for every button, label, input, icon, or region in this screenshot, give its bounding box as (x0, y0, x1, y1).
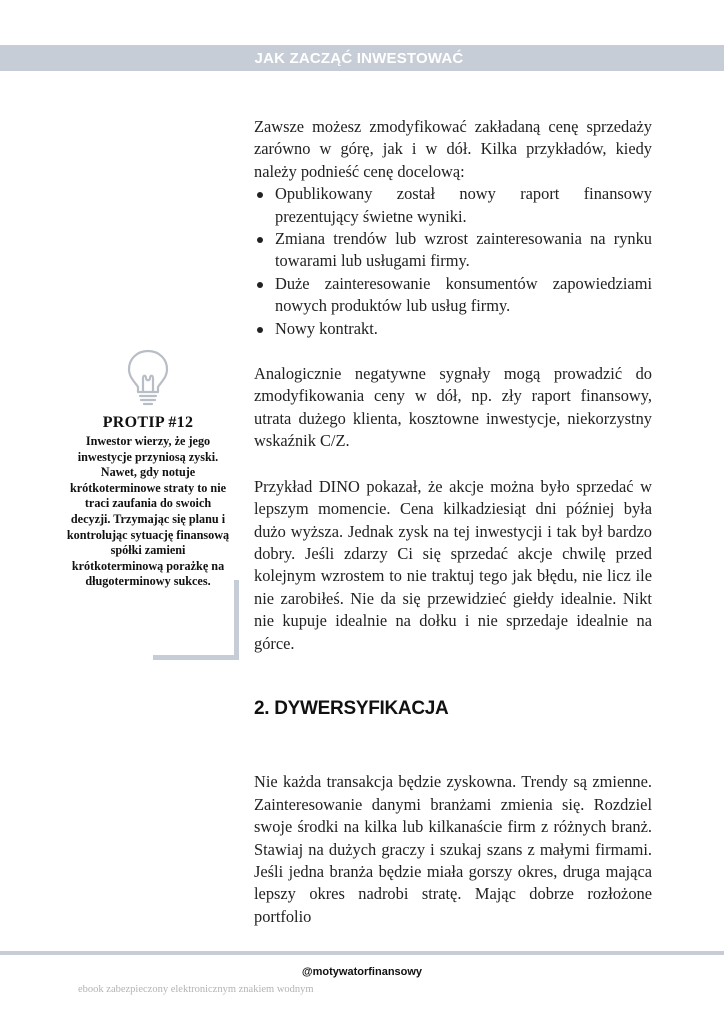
lightbulb-icon (125, 348, 171, 408)
diversification-paragraph: Nie każda transakcja będzie zyskowna. Trendy są zmienne. Zainteresowanie danymi branżami zmienia się. Rozdziel swoje środki na kilka lub kilkanaście firm z różnych branż. Stawiaj na dużych graczy i szukaj szans z małymi firmami. Jeśli jedna branża będzie miała gorszy okres, druga mająca lepszy okres nadrobi stratę. Mając dobrze rozłożone portfolio (254, 772, 652, 926)
footer-watermark: ebook zabezpieczony elektronicznym znakiem wodnym (78, 984, 314, 995)
header-bar (0, 45, 724, 71)
protip-frame-vertical (234, 580, 239, 660)
page-header-title: JAK ZACZĄĆ INWESTOWAĆ (254, 49, 464, 67)
protip-text: Inwestor wierzy, że jego inwestycje przyniosą zyski. Nawet, gdy notuje krótkoterminowe straty to nie traci zaufania do swoich decyzji. Trzymając się planu i kontrolując sytuację finansową spółki zamieni krótkoterminową porażkę na długoterminowy sukces. (66, 434, 230, 589)
section-heading: 2. DYWERSYFIKACJA (254, 697, 449, 719)
intro-paragraph: Zawsze możesz zmodyfikować zakładaną cenę sprzedaży zarówno w górę, jak i w dół. Kilka przykładów, kiedy należy podnieść cenę docelową: (254, 117, 652, 181)
list-item: Nowy kontrakt. (254, 318, 652, 340)
list-item: Opublikowany został nowy raport finansowy prezentujący świetne wyniki. (254, 183, 652, 228)
footer-divider (0, 951, 724, 955)
protip-title: PROTIP #12 (102, 414, 194, 431)
protip-box (64, 348, 232, 590)
list-item: Duże zainteresowanie konsumentów zapowiedziami nowych produktów lub usług firmy. (254, 273, 652, 318)
footer-handle: @motywatorfinansowy (301, 966, 423, 978)
dino-example-paragraph: Przykład DINO pokazał, że akcje można było sprzedać w lepszym momencie. Cena kilkadziesiąt dni później była dużo wyższa. Jednak zysk na tej inwestycji i tak był bardzo dobry. Jeśli zdarzy Ci się sprzedać akcje chwilę przed kolejnym wzrostem to nie traktuj tego jak błędu, nie licz ile nie zarobiłeś. Nie da się przewidzieć giełdy idealnie. Nikt nie kupuje idealnie na dołku i nie sprzedaje idealnie na górce. (254, 476, 652, 653)
negative-signals-paragraph: Analogicznie negatywne sygnały mogą prowadzić do zmodyfikowania ceny w dół, np. zły raport finansowy, utrata dużego klienta, kosztowne inwestycje, niekorzystny wskaźnik C/Z. (254, 364, 652, 451)
protip-frame-horizontal (153, 655, 239, 660)
list-item: Zmiana trendów lub wzrost zainteresowania na rynku towarami lub usługami firmy. (254, 228, 652, 273)
price-increase-list (254, 183, 652, 340)
main-content (254, 116, 652, 928)
